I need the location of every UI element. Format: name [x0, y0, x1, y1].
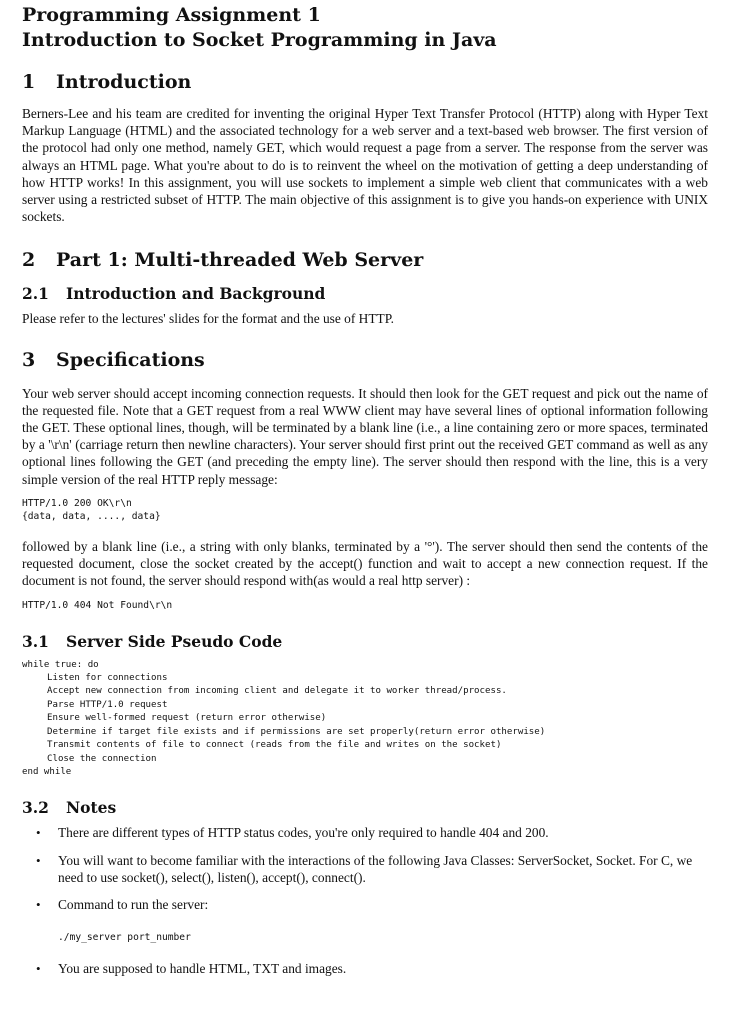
section-3-heading — [22, 347, 708, 373]
code-line: {data, data, ...., data} — [22, 511, 161, 523]
subsection-number: 2.1 — [22, 284, 49, 304]
document-title — [22, 3, 708, 53]
section-1-heading — [22, 69, 708, 95]
pseudo-code-line: Transmit contents of file to connect (reads from the file and writes on the socket) — [47, 740, 502, 751]
bullet-icon: • — [36, 960, 41, 976]
subsection-3-2-heading — [22, 797, 708, 819]
pseudo-code-line: end while — [22, 766, 72, 777]
list-item — [22, 824, 708, 841]
pseudo-code-line: while true: do — [22, 659, 99, 670]
list-item — [22, 852, 708, 886]
note-text: There are different types of HTTP status codes, you're only required to handle 404 and 200. — [58, 825, 549, 841]
pseudo-code-line: Parse HTTP/1.0 request — [47, 699, 168, 710]
subsection-number: 3.1 — [22, 631, 49, 651]
pseudo-code-block — [22, 659, 708, 780]
section-title: Specifications — [56, 348, 205, 371]
bullet-icon: • — [36, 825, 41, 841]
list-item — [22, 960, 708, 977]
subsection-2-1-heading — [22, 283, 708, 305]
subsection-title: Server Side Pseudo Code — [66, 631, 283, 651]
http-ok-code-block — [22, 497, 708, 524]
subsection-3-1-heading — [22, 631, 708, 653]
background-paragraph: Please refer to the lectures' slides for the format and the use of HTTP. — [22, 311, 395, 327]
notes-list — [22, 824, 708, 976]
section-2-heading — [22, 247, 708, 273]
specifications-paragraph: Your web server should accept incoming connection requests. It should then look for the GET request and pick out the name of the requested file. Note that a GET request from a real WWW client may have several lines of optional information following the GET. These optional lines, though, will be terminated by a blank line (i.e., a line containing zero or more spaces, terminated by a '\r\n' (carriage return then newline characters). Your server should first print out the received GET command as well as any optional lines following the GET (and preceding the empty line). The server should then respond with the line, this is a very simple version of the real HTTP reply message: — [22, 385, 708, 487]
section-number: 1 — [22, 71, 36, 93]
section-number: 2 — [22, 249, 36, 272]
note-text: Command to run the server: — [58, 896, 209, 912]
section-title: Part 1: Multi-threaded Web Server — [56, 249, 424, 272]
pseudo-code-line: Listen for connections — [47, 673, 168, 684]
note-text: You are supposed to handle HTML, TXT and images. — [58, 960, 347, 976]
subsection-title: Notes — [66, 798, 117, 818]
list-item — [22, 896, 708, 945]
section-number: 3 — [22, 348, 36, 371]
section-title: Introduction — [56, 71, 192, 93]
title-line-1: Programming Assignment 1 — [22, 4, 321, 26]
http-404-code-line: HTTP/1.0 404 Not Found\r\n — [22, 600, 173, 612]
subsection-number: 3.2 — [22, 798, 49, 818]
code-line: HTTP/1.0 200 OK\r\n — [22, 497, 132, 509]
pseudo-code-line: Accept new connection from incoming client and delegate it to worker thread/process. — [47, 686, 507, 697]
bullet-icon: • — [36, 852, 41, 868]
introduction-paragraph: Berners-Lee and his team are credited for inventing the original Hyper Text Transfer Protocol (HTTP) along with Hyper Text Markup Language (HTML) and the associated technology for a web server and a text-based web browser. The first version of the protocol had only one method, namely GET, which would request a page from a server. The response from the server was always an HTML page. What you're about to do is to reinvent the wheel on the motivation of getting a deep understanding of how HTTP works! In this assignment, you will use sockets to implement a simple web client that communicates with a web server using a restricted subset of HTTP. The main objective of this assignment is to give you hands-on experience with UNIX sockets. — [22, 106, 708, 225]
title-line-2: Introduction to Socket Programming in Java — [22, 29, 497, 51]
pseudo-code-line: Determine if target file exists and if permissions are set properly(return error otherwise) — [47, 726, 546, 737]
pseudo-code-line: Ensure well-formed request (return error otherwise) — [47, 713, 327, 724]
bullet-icon: • — [36, 896, 41, 912]
subsection-title: Introduction and Background — [66, 284, 326, 304]
pseudo-code-line: Close the connection — [47, 753, 157, 764]
run-command-code: ./my_server port_number — [58, 932, 191, 944]
note-text: You will want to become familiar with the interactions of the following Java Classes: ServerSocket, Socket. For C, we need to use socket(), select(), listen(), accept(), connect(). — [58, 852, 693, 885]
response-paragraph: followed by a blank line (i.e., a string with only blanks, terminated by a '°'). The server should then send the contents of the requested document, close the socket created by the accept() function and wait to accept a new connection request. If the document is not found, the server should respond with(as would a real http server) : — [22, 538, 708, 589]
